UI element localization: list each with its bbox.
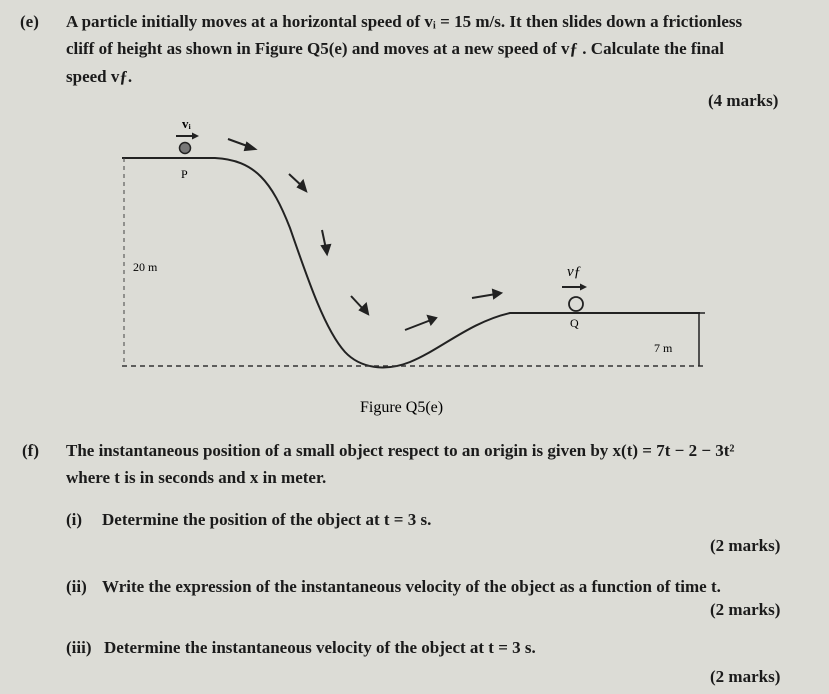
part-e-line-1: A particle initially moves at a horizontal speed of vᵢ = 15 m/s. It then slides down a frictionless bbox=[66, 12, 743, 31]
question-i-text: Determine the position of the object at t = 3 s. bbox=[102, 510, 432, 529]
part-e-line-2: cliff of height as shown in Figure Q5(e) and moves at a new speed of vƒ . Calculate the final bbox=[66, 39, 724, 58]
question-iii-label: (iii) bbox=[66, 638, 92, 657]
vi-label: vᵢ bbox=[182, 116, 191, 131]
question-i-label: (i) bbox=[66, 510, 83, 529]
question-ii-text: Write the expression of the instantaneous velocity of the object as a function of time t. bbox=[102, 577, 721, 596]
point-p-label: P bbox=[181, 167, 188, 181]
particle-initial bbox=[180, 143, 191, 154]
height2-label: 7 m bbox=[654, 341, 673, 355]
cliff-profile bbox=[122, 158, 700, 367]
height-label: 20 m bbox=[133, 260, 158, 274]
part-e-line-3: speed vƒ. bbox=[66, 67, 133, 86]
particle-final bbox=[569, 297, 583, 311]
part-f-line-1: The instantaneous position of a small object respect to an origin is given by x(t) = 7t − 2 − 3t² bbox=[66, 441, 735, 460]
figure-caption: Figure Q5(e) bbox=[360, 399, 444, 416]
vf-label: vƒ bbox=[567, 264, 582, 280]
question-ii-marks: (2 marks) bbox=[710, 600, 781, 619]
point-q-label: Q bbox=[570, 316, 579, 330]
part-e-marks: (4 marks) bbox=[708, 91, 779, 110]
part-f-label: (f) bbox=[22, 441, 39, 460]
question-i-marks: (2 marks) bbox=[710, 536, 781, 555]
path-arrows bbox=[228, 139, 501, 330]
question-ii-label: (ii) bbox=[66, 577, 87, 596]
part-f-line-2: where t is in seconds and x in meter. bbox=[66, 468, 327, 487]
part-e-label: (e) bbox=[20, 12, 39, 31]
question-iii-text: Determine the instantaneous velocity of the object at t = 3 s. bbox=[104, 638, 536, 657]
question-iii-marks: (2 marks) bbox=[710, 667, 781, 686]
